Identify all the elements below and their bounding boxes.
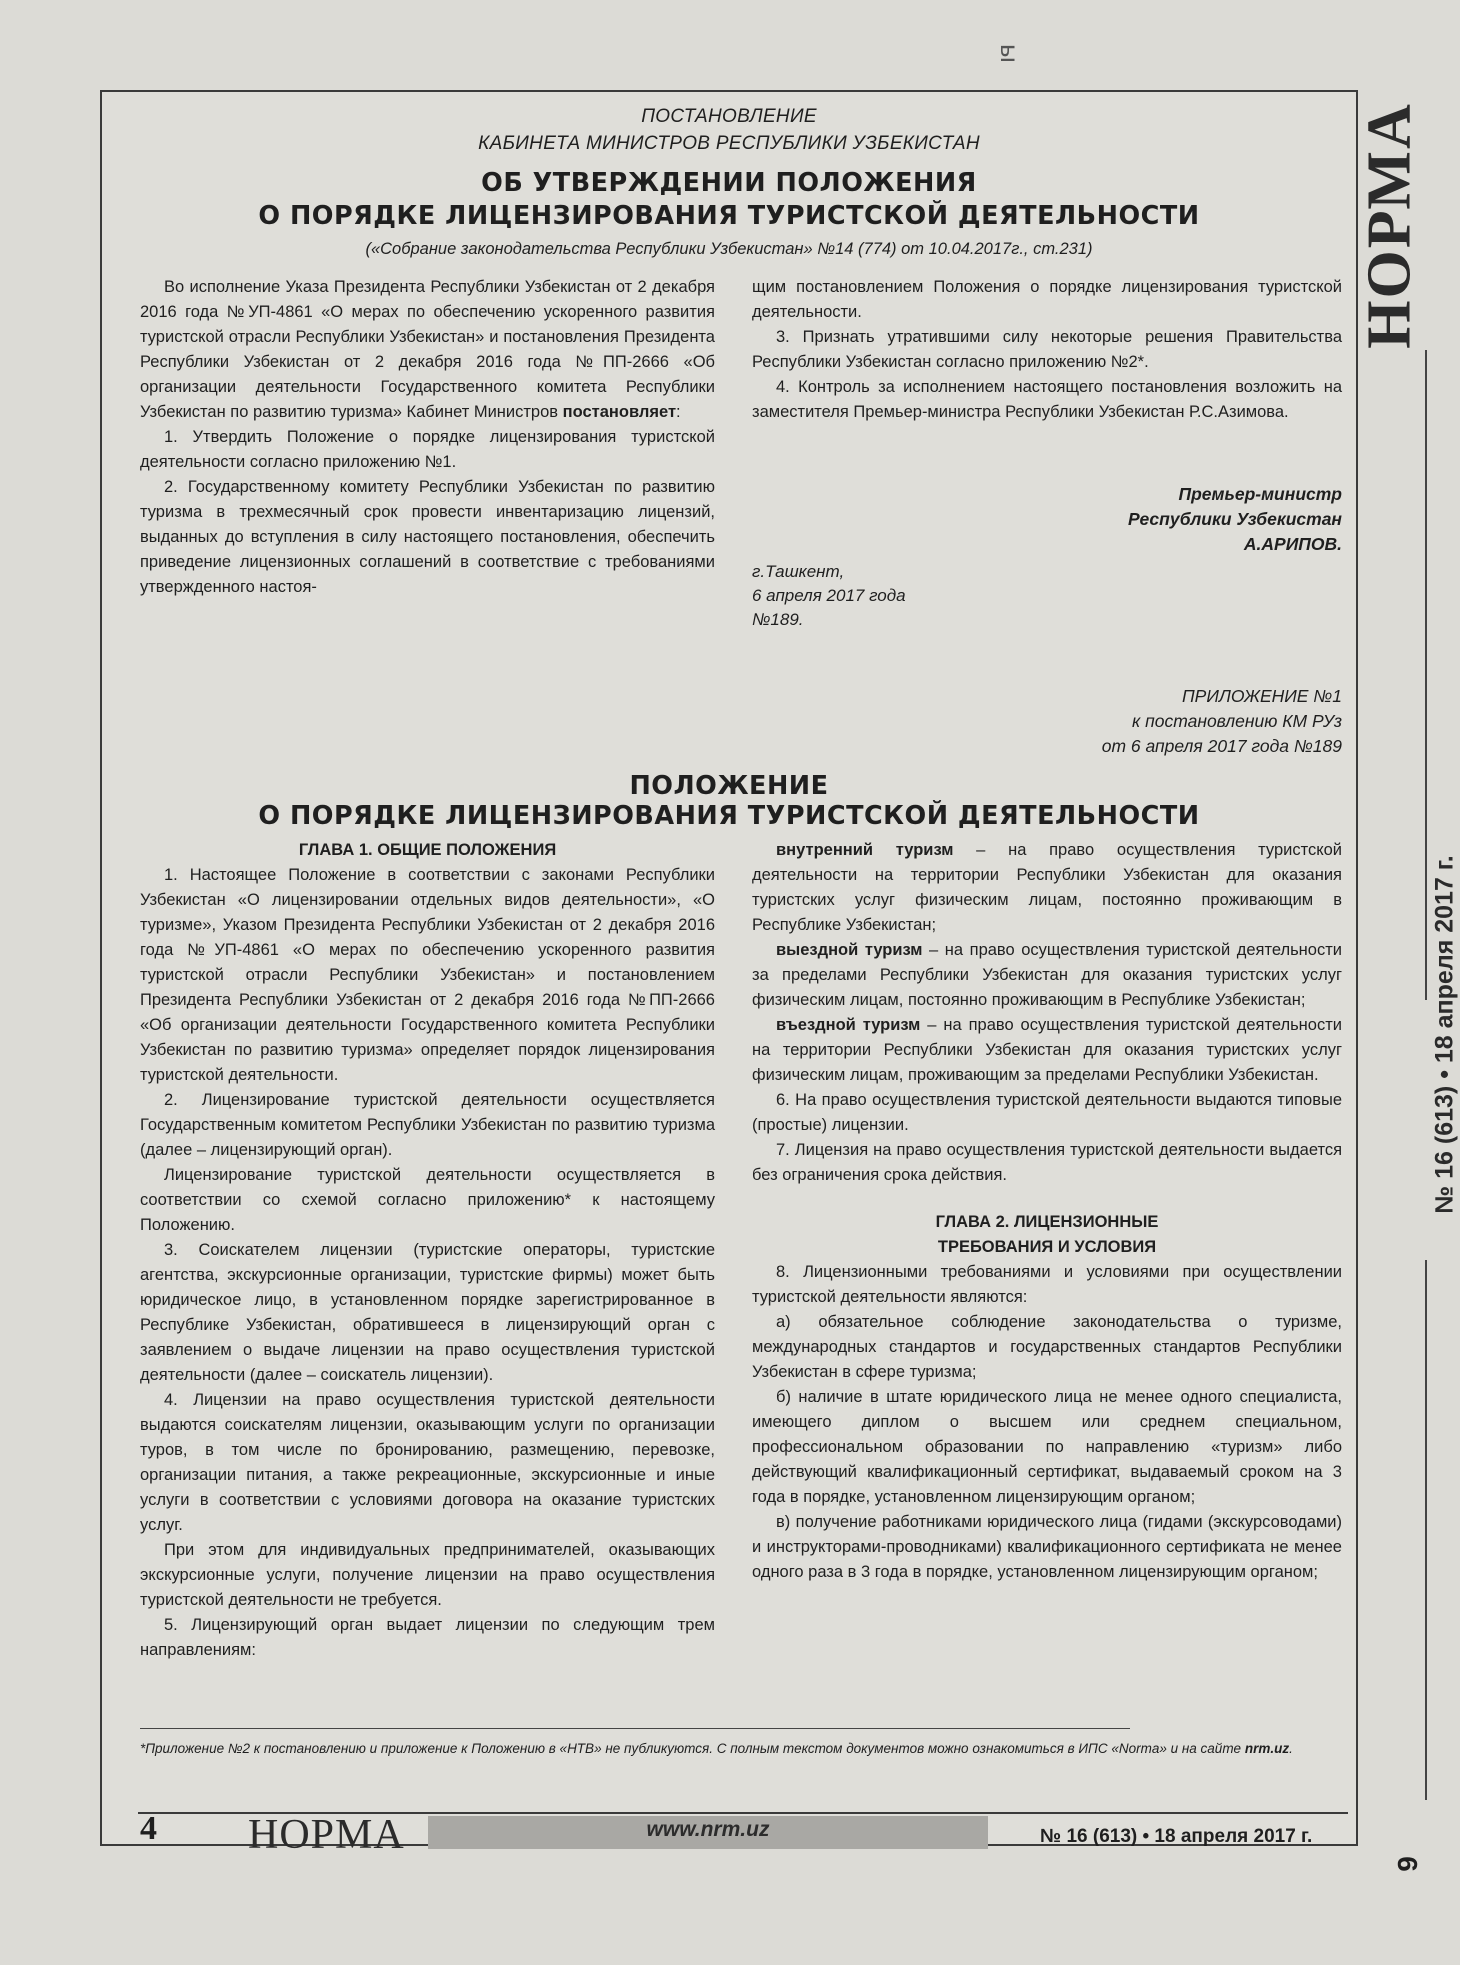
regulation-item: 2. Лицензирование туристской деятельности осуществляется Государственным комитетом Республики Узбекистан по развитию туризма (далее – лицензирующий орган). [140, 1091, 715, 1159]
footer-page-number: 4 [140, 1810, 157, 1847]
regulation-left-column [140, 838, 715, 1663]
side-rule-bottom [1425, 1260, 1427, 1800]
chapter2-heading-line2: ТРЕБОВАНИЯ И УСЛОВИЯ [937, 1238, 1157, 1256]
footer-url: www.nrm.uz [646, 1818, 770, 1841]
tourism-type-item: выездной туризм – на право осуществления туристской деятельности за пределами Республики Узбекистан для оказания туристских услуг физическим лицам, постоянно проживающим в Республике Узбекистан; [752, 941, 1342, 1009]
regulation-item: 6. На право осуществления туристской деятельности выдаются типовые (простые) лицензии. [752, 1091, 1342, 1134]
decree-source: («Собрание законодательства Республики Узбекистан» №14 (774) от 10.04.2017г., ст.231) [365, 240, 1093, 258]
tourism-type-item: въездной туризм – на право осуществления туристской деятельности на территории Республики Узбекистан для оказания туристских услуг физическим лицам, проживающим за пределами Республики Узбекистан. [752, 1016, 1342, 1084]
regulation-title-line2: О ПОРЯДКЕ ЛИЦЕНЗИРОВАНИЯ ТУРИСТСКОЙ ДЕЯТЕЛЬНОСТИ [258, 801, 1200, 831]
decree-title-line2: О ПОРЯДКЕ ЛИЦЕНЗИРОВАНИЯ ТУРИСТСКОЙ ДЕЯТЕЛЬНОСТИ [258, 201, 1200, 231]
decree-item: щим постановлением Положения о порядке лицензирования туристской деятельности. [752, 278, 1342, 321]
side-page-number: 9 [1391, 1856, 1423, 1872]
footnote: *Приложение №2 к постановлению и приложение к Положению в «НТВ» не публикуются. С полным текстом документов можно ознакомиться в ИПС «Norma» и на сайте nrm.uz. [140, 1741, 1293, 1756]
regulation-item: в) получение работниками юридического лица (гидами (экскурсоводами) и инструкторами-проводниками) квалификационного сертификата не менее одного раза в 3 года в порядке, установленном лицензирующим органом; [752, 1513, 1342, 1581]
regulation-title-line1: ПОЛОЖЕНИЕ [629, 771, 829, 801]
regulation-item: 3. Соискателем лицензии (туристские операторы, туристские агентства, экскурсионные организации, туристские фирмы) может быть юридическое лицо, в установленном порядке зарегистрированное в Республике Узбекистан, обратившееся в лицензирующий орган с заявлением о выдаче лицензии на право осуществления туристской деятельности (далее – соискатель лицензии). [140, 1241, 715, 1384]
chapter1-heading: ГЛАВА 1. ОБЩИЕ ПОЛОЖЕНИЯ [298, 841, 557, 859]
decree-left-column [140, 275, 715, 600]
regulation-item: 4. Лицензии на право осуществления туристской деятельности выдаются соискателям лицензии, оказывающим услуги по организации туров, в том числе по бронированию, размещению, перевозке, организации питания, а также рекреационные, экскурсионные и иные услуги в соответствии с условиями договора на оказание туристских услуг. [140, 1391, 715, 1534]
side-rule-top [1425, 350, 1427, 1000]
decree-item: 4. Контроль за исполнением настоящего постановления возложить на заместителя Премьер-министра Республики Узбекистан Р.С.Азимова. [752, 378, 1342, 421]
decree-item: 3. Признать утратившими силу некоторые решения Правительства Республики Узбекистан согласно приложению №2*. [752, 328, 1342, 371]
footer-brand: НОРМА [248, 1812, 405, 1858]
tourism-type-item: внутренний туризм – на право осуществления туристской деятельности на территории Республики Узбекистан для оказания туристских услуг физическим лицам, постоянно проживающим в Республике Узбекистан; [752, 841, 1343, 934]
regulation-item: При этом для индивидуальных предпринимателей, оказывающих экскурсионные услуги, получение лицензии на право осуществления туристской деятельности не требуется. [140, 1541, 715, 1609]
decree-item: 2. Государственному комитету Республики Узбекистан по развитию туризма в трехмесячный срок провести инвентаризацию лицензий, выданных до вступления в силу настоящего постановления, обеспечить приведение лицензионных соглашений в соответствие с требованиями утвержденного настоя- [140, 478, 715, 596]
chapter2-heading-line1: ГЛАВА 2. ЛИЦЕНЗИОННЫЕ [935, 1213, 1159, 1231]
regulation-item: 8. Лицензионными требованиями и условиями при осуществлении туристской деятельности являются: [752, 1263, 1342, 1306]
side-masthead: НОРМА [1355, 102, 1424, 349]
place-date-block: г.Ташкент, 6 апреля 2017 года №189. [752, 562, 906, 629]
decree-type: ПОСТАНОВЛЕНИЕ [641, 106, 817, 127]
appendix-label: ПРИЛОЖЕНИЕ №1 к постановлению КМ РУз от 6 апреля 2017 года №189 [1101, 686, 1342, 756]
regulation-item: а) обязательное соблюдение законодательства о туризме, международных стандартов и государственных стандартов Республики Узбекистан в сфере туризма; [752, 1313, 1342, 1381]
regulation-item: 5. Лицензирующий орган выдает лицензии по следующим трем направлениям: [140, 1616, 715, 1659]
regulation-item: б) наличие в штате юридического лица не менее одного специалиста, имеющего диплом о высшем или среднем специальном, профессиональном образовании по направлению «туризм» либо действующий квалификационный сертификат, выдаваемый сроком на 3 года в порядке, установленном лицензирующим органом; [752, 1388, 1342, 1506]
regulation-item: 1. Настоящее Положение в соответствии с законами Республики Узбекистан «О лицензировании отдельных видов деятельности», «О туризме», Указом Президента Республики Узбекистан от 2 декабря 2016 года №УП-4861 «О мерах по обеспечению ускоренного развития туристской отрасли Республики Узбекистан» и постановлением Президента Республики Узбекистан от 2 декабря 2016 года №ПП-2666 «Об организации деятельности Государственного комитета Республики Узбекистан по развитию туризма» определяет порядок лицензирования туристской деятельности. [140, 866, 715, 1084]
regulation-right-column [752, 838, 1342, 1585]
decree-preamble: Во исполнение Указа Президента Республики Узбекистан от 2 декабря 2016 года №УП-4861 «О мерах по обеспечению ускоренного развития туристской отрасли Республики Узбекистан» и постановления Президента Республики Узбекистан от 2 декабря 2016 года №ПП-2666 «Об организации деятельности Государственного комитета Республики Узбекистан по развитию туризма» Кабинет Министров постановляет: [140, 278, 715, 421]
footnote-divider [140, 1728, 1130, 1729]
footer-issue-date: № 16 (613) • 18 апреля 2017 г. [1040, 1826, 1313, 1847]
decree-title-line1: ОБ УТВЕРЖДЕНИИ ПОЛОЖЕНИЯ [481, 168, 977, 198]
decree-right-column [752, 275, 1342, 425]
decree-issuer: КАБИНЕТА МИНИСТРОВ РЕСПУБЛИКИ УЗБЕКИСТАН [478, 133, 980, 154]
top-mark: ы [994, 44, 1025, 63]
signature-block: Премьер-министр Республики Узбекистан А.АРИПОВ. [1128, 484, 1342, 554]
regulation-item: Лицензирование туристской деятельности осуществляется в соответствии со схемой согласно приложению* к настоящему Положению. [140, 1166, 715, 1234]
regulation-item: 7. Лицензия на право осуществления туристской деятельности выдается без ограничения срока действия. [752, 1141, 1342, 1184]
decree-item: 1. Утвердить Положение о порядке лицензирования туристской деятельности согласно приложению №1. [140, 428, 715, 471]
side-issue-date: № 16 (613) • 18 апреля 2017 г. [1430, 855, 1459, 1214]
